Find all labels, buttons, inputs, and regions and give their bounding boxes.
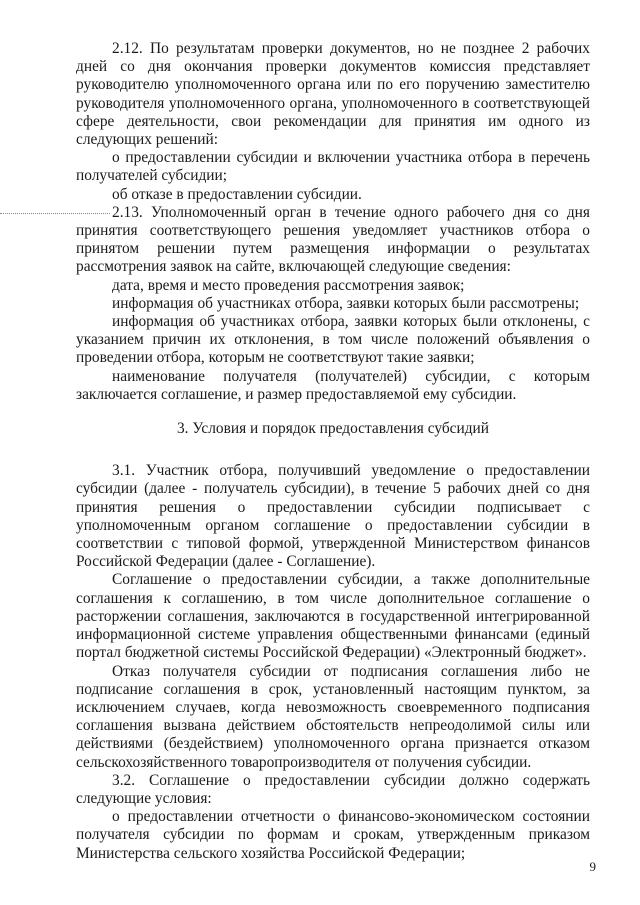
paragraph-refusal: Отказ получателя субсидии от подписания соглашения либо не подписание соглашения в срок, установленный настоящим пунктом, за исключением случаев, когда невозможность своевременного подписания соглашения вызвана действием обстоятельств непреодолимой силы или действиями (бездействием) уполномоченного органа признается отказом сельскохозяйственного товаропроизводителя от получения субсидии.	[76, 662, 590, 771]
paragraph-2-13: 2.13. Уполномоченный орган в течение одного рабочего дня со дня принятия соответствующего решения уведомляет участников отбора о принятом решении путем размещения информации о результатах рассмотрения заявок на сайте, включающей следующие сведения:	[76, 203, 590, 276]
list-item-date: дата, время и место проведения рассмотрения заявок;	[112, 276, 465, 294]
paragraph-decision-refuse: об отказе в предоставлении субсидии.	[112, 185, 362, 203]
page-number: 9	[589, 859, 596, 874]
document-body	[76, 40, 590, 863]
paragraph-agreement: Соглашение о предоставлении субсидии, а также дополнительные соглашения к соглашению, в том числе дополнительное соглашение о расторжении соглашения, заключаются в государственной интегрированной информационной системе управления общественными финансами (единый портал бюджетной системы Российской Федерации) «Электронный бюджет».	[76, 571, 590, 662]
list-item-reporting: о предоставлении отчетности о финансово-экономическом состоянии получателя субсидии по формам и срокам, утвержденным приказом Министерства сельского хозяйства Российской Федерации;	[76, 808, 590, 862]
section-heading-3: 3. Условия и порядок предоставления субсидий	[176, 420, 490, 438]
list-item-recipient: наименование получателя (получателей) субсидии, с которым заключается соглашение, и размер предоставляемой ему субсидии.	[76, 367, 590, 403]
list-item-rejected: информация об участниках отбора, заявки которых были отклонены, с указанием причин их отклонения, в том числе положений объявления о проведении отбора, которым не соответствуют такие заявки;	[76, 313, 590, 367]
paragraph-decision-grant: о предоставлении субсидии и включении участника отбора в перечень получателей субсидии;	[76, 149, 590, 185]
paragraph-3-2: 3.2. Соглашение о предоставлении субсидии должно содержать следующие условия:	[76, 771, 590, 807]
list-item-reviewed: информация об участниках отбора, заявки которых были рассмотрены;	[112, 294, 580, 312]
paragraph-3-1: 3.1. Участник отбора, получивший уведомление о предоставлении субсидии (далее - получатель субсидии), в течение 5 рабочих дней со дня принятия решения о предоставлении субсидии подписывает с уполномоченным органом соглашение о предоставлении субсидии в соответствии с типовой формой, утвержденной Министерством финансов Российской Федерации (далее - Соглашение).	[76, 462, 590, 571]
paragraph-2-12: 2.12. По результатам проверки документов, но не позднее 2 рабочих дней со дня окончания проверки документов комиссия представляет руководителю уполномоченного органа или по его поручению заместителю руководителя уполномоченного органа, уполномоченного в соответствующей сфере деятельности, свои рекомендации для принятия им одного из следующих решений:	[76, 40, 590, 149]
